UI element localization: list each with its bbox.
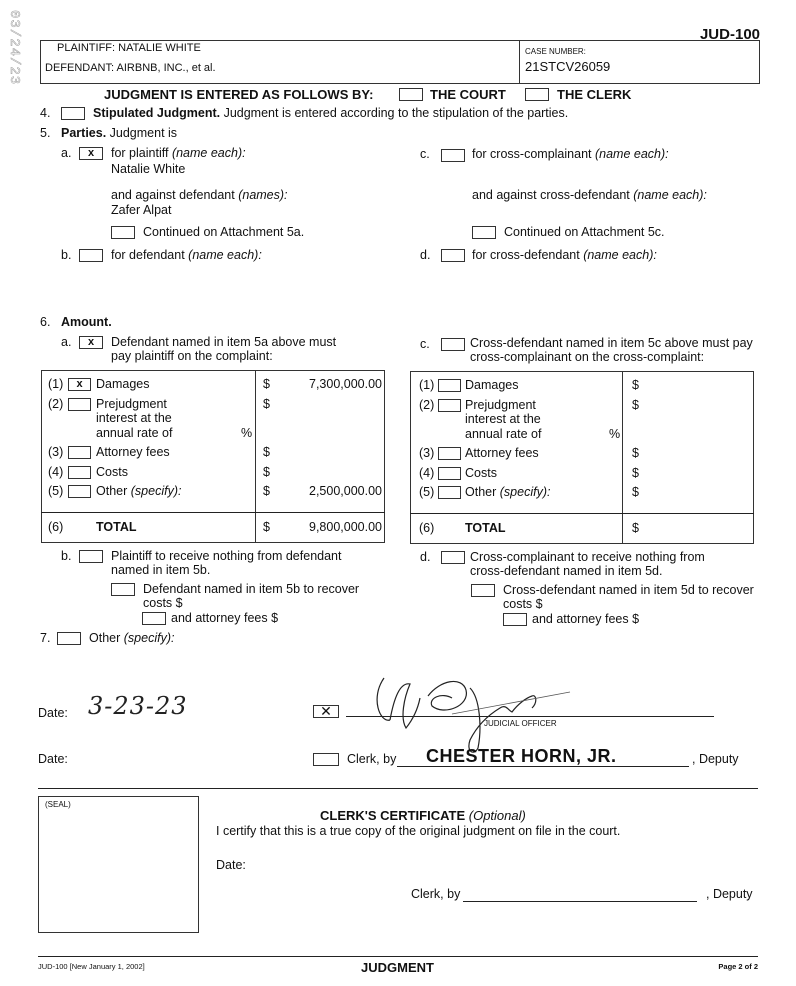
currency-sign: $ <box>632 521 639 535</box>
item5-text: Judgment is <box>109 126 178 140</box>
other-amount[interactable]: 2,500,000.00 <box>309 484 382 498</box>
plaintiff-name-value: Natalie White <box>111 162 186 176</box>
certificate-title-italic: (Optional) <box>468 808 526 823</box>
section-divider <box>38 788 758 789</box>
cross-prejudgment-label-3: annual rate of <box>465 427 542 441</box>
plaintiff-nothing-checkbox[interactable] <box>79 550 103 563</box>
damages-amount[interactable]: 7,300,000.00 <box>309 377 382 391</box>
amount-table-cross <box>410 371 754 544</box>
other-label <box>96 484 181 498</box>
certificate-statement: I certify that this is a true copy of the original judgment on file in the court. <box>216 824 621 838</box>
defendant-name: AIRBNB, INC., et al. <box>116 62 216 74</box>
item7-label-italic: (specify): <box>123 631 175 645</box>
plaintiff-name: NATALIE WHITE <box>118 42 201 54</box>
item6a-letter: a. <box>61 335 72 349</box>
certificate-signature-line[interactable] <box>463 901 697 902</box>
amount-table-plaintiff <box>41 370 385 543</box>
cross-defendant-must-pay-checkbox[interactable] <box>441 338 465 351</box>
item6d-letter: d. <box>420 550 431 564</box>
form-id: JUD-100 <box>699 26 760 43</box>
cross-defendant-recover-costs-checkbox[interactable] <box>471 584 495 597</box>
item4-description: Judgment is entered according to the stipulation of the parties. <box>223 106 569 120</box>
certificate-deputy: , Deputy <box>706 887 753 901</box>
item6c-line1: Cross-defendant named in item 5c above must pay <box>470 336 753 350</box>
currency-sign: $ <box>263 520 270 534</box>
prejudgment-interest-checkbox[interactable] <box>68 398 91 411</box>
currency-sign: $ <box>263 484 270 498</box>
cross-damages-label: Damages <box>465 378 519 392</box>
certificate-title <box>320 808 526 823</box>
currency-sign: $ <box>632 378 639 392</box>
cross-costs-label: Costs <box>465 466 497 480</box>
item6a-line1: Defendant named in item 5a above must <box>111 335 337 349</box>
currency-sign: $ <box>263 465 270 479</box>
clerk-by-label: Clerk, by <box>347 752 397 766</box>
against-defendant-label <box>111 188 288 202</box>
amount-table-cross-divider <box>622 371 623 544</box>
defendant-label: DEFENDANT: <box>45 62 115 74</box>
item6a-line2: pay plaintiff on the complaint: <box>111 349 273 363</box>
item5d-letter: d. <box>420 248 431 262</box>
item5c-letter: c. <box>420 147 430 161</box>
defendant-row <box>45 62 216 74</box>
item6b-recover2: costs $ <box>143 596 183 610</box>
row-number: (1) <box>48 377 64 391</box>
row-number: (5) <box>48 484 64 498</box>
cross-prejudgment-label-2: interest at the <box>465 412 541 426</box>
plaintiff-label: PLAINTIFF: <box>57 42 116 54</box>
against-cross-defendant-italic: (name each): <box>633 188 707 202</box>
other-label-text: Other <box>96 484 128 498</box>
currency-sign: $ <box>263 445 270 459</box>
against-defendant-italic: (names): <box>238 188 288 202</box>
total-amount[interactable]: 9,800,000.00 <box>309 520 382 534</box>
continued-5a-checkbox[interactable] <box>111 226 135 239</box>
row-number: (1) <box>419 378 435 392</box>
amount-table-cross-total-rule <box>410 513 754 514</box>
other-label-italic: (specify): <box>130 484 182 498</box>
amount-table-plaintiff-total-rule <box>41 512 385 513</box>
item6b-letter: b. <box>61 549 72 563</box>
item6-number: 6. <box>40 315 51 329</box>
currency-sign: $ <box>632 398 639 412</box>
item5a-letter: a. <box>61 146 72 160</box>
for-plaintiff-checkbox[interactable]: x <box>79 147 103 160</box>
judicial-officer-checkbox[interactable]: ✕ <box>313 705 339 718</box>
defendant-recover-costs-checkbox[interactable] <box>111 583 135 596</box>
currency-sign: $ <box>263 397 270 411</box>
against-cross-defendant-text: and against cross-defendant <box>472 188 630 202</box>
for-cross-complainant-checkbox[interactable] <box>441 149 465 162</box>
the-court-checkbox[interactable] <box>399 88 423 101</box>
currency-sign: $ <box>632 485 639 499</box>
defendant-must-pay-checkbox[interactable]: x <box>79 336 103 349</box>
the-clerk-label: THE CLERK <box>557 87 632 102</box>
for-defendant-checkbox[interactable] <box>79 249 103 262</box>
row-number: (2) <box>48 397 64 411</box>
amount-table-plaintiff-divider <box>255 370 256 543</box>
other-checkbox[interactable] <box>68 485 91 498</box>
item4-title: Stipulated Judgment. <box>93 106 221 120</box>
date-label-2: Date: <box>38 752 68 766</box>
the-court-label: THE COURT <box>430 87 506 102</box>
item6b-line1: Plaintiff to receive nothing from defendant <box>111 549 342 563</box>
for-plaintiff-italic: (name each): <box>171 146 246 160</box>
for-cross-defendant-italic: (name each): <box>583 248 657 262</box>
damages-checkbox[interactable]: x <box>68 378 91 391</box>
item6c-line2: cross-complainant on the cross-complaint: <box>470 350 705 364</box>
cross-defendant-attorney-fees-checkbox[interactable] <box>503 613 527 626</box>
item6d-line2: cross-defendant named in item 5d. <box>470 564 663 578</box>
the-clerk-checkbox[interactable] <box>525 88 549 101</box>
seal-box <box>38 796 199 933</box>
plaintiff-row <box>57 42 201 54</box>
for-plaintiff-label: for plaintiff <box>111 146 169 160</box>
item7-label <box>89 631 174 645</box>
for-defendant-italic: (name each): <box>188 248 262 262</box>
item6d-line1: Cross-complainant to receive nothing from <box>470 550 705 564</box>
clerk-checkbox[interactable] <box>313 753 339 766</box>
cross-prejudgment-checkbox[interactable] <box>438 399 461 412</box>
against-defendant-text: and against defendant <box>111 188 235 202</box>
cross-attorney-fees-label: Attorney fees <box>465 446 539 460</box>
currency-sign: $ <box>263 377 270 391</box>
cross-costs-checkbox[interactable] <box>438 467 461 480</box>
item5d-label <box>472 248 657 262</box>
item6b-line2: named in item 5b. <box>111 563 211 577</box>
prejudgment-label: Prejudgment <box>96 397 167 411</box>
continued-5a-label: Continued on Attachment 5a. <box>143 225 305 239</box>
damages-label: Damages <box>96 377 150 391</box>
for-defendant-label: for defendant <box>111 248 185 262</box>
row-number: (5) <box>419 485 435 499</box>
cross-prejudgment-label: Prejudgment <box>465 398 536 412</box>
item5b-letter: b. <box>61 248 72 262</box>
costs-checkbox[interactable] <box>68 466 91 479</box>
item6d-recover2: costs $ <box>503 597 543 611</box>
row-number: (2) <box>419 398 435 412</box>
item4-number: 4. <box>40 106 51 120</box>
for-cross-defendant-checkbox[interactable] <box>441 249 465 262</box>
cross-attorney-fees-checkbox[interactable] <box>438 447 461 460</box>
filing-date-stamp: 03/24/23 <box>6 10 22 86</box>
row-number: (6) <box>48 520 64 534</box>
case-number: 21STCV26059 <box>525 59 611 74</box>
footer-title: JUDGMENT <box>361 960 434 975</box>
signature-icon <box>370 668 610 758</box>
item5-number: 5. <box>40 126 51 140</box>
cross-complainant-nothing-checkbox[interactable] <box>441 551 465 564</box>
cross-other-label <box>465 485 550 499</box>
item7-label-text: Other <box>89 631 121 645</box>
handwritten-date[interactable]: 3-23-23 <box>88 692 188 720</box>
cross-other-checkbox[interactable] <box>438 486 461 499</box>
attorney-fees-label: Attorney fees <box>96 445 170 459</box>
item6d-recover1: Cross-defendant named in item 5d to recover <box>503 583 754 597</box>
prejudgment-label-2: interest at the <box>96 411 172 425</box>
for-cross-defendant-label: for cross-defendant <box>472 248 580 262</box>
cross-damages-checkbox[interactable] <box>438 379 461 392</box>
attorney-fees-checkbox[interactable] <box>68 446 91 459</box>
stipulated-judgment-checkbox[interactable] <box>61 107 85 120</box>
caption-divider <box>519 40 520 84</box>
item4-text <box>93 106 568 120</box>
row-number: (4) <box>419 466 435 480</box>
item7-number: 7. <box>40 631 51 645</box>
defendant-attorney-fees-checkbox[interactable] <box>142 612 166 625</box>
item5-heading <box>61 126 177 140</box>
total-label: TOTAL <box>96 520 137 534</box>
case-number-label: CASE NUMBER: <box>525 47 586 56</box>
continued-5c-label: Continued on Attachment 5c. <box>504 225 665 239</box>
deputy-label: , Deputy <box>692 752 739 766</box>
percent-sign: % <box>609 427 621 441</box>
against-defendant-name: Zafer Alpat <box>111 203 172 217</box>
item6-title: Amount. <box>61 315 112 329</box>
item5c-label <box>472 147 669 161</box>
percent-sign: % <box>241 426 253 440</box>
continued-5c-checkbox[interactable] <box>472 226 496 239</box>
item5a-label <box>111 146 246 160</box>
page-number: Page 2 of 2 <box>718 962 758 971</box>
cross-other-label-text: Other <box>465 485 497 499</box>
other-specify-checkbox[interactable] <box>57 632 81 645</box>
certificate-title-text: CLERK'S CERTIFICATE <box>320 808 466 823</box>
costs-label: Costs <box>96 465 128 479</box>
footer-rule <box>38 956 758 957</box>
against-cross-defendant-label <box>472 188 707 202</box>
clerk-name-stamp: CHESTER HORN, JR. <box>426 746 617 766</box>
entered-by-heading: JUDGMENT IS ENTERED AS FOLLOWS BY: <box>104 87 374 102</box>
form-revision: JUD-100 [New January 1, 2002] <box>38 962 145 971</box>
date-label: Date: <box>38 706 68 720</box>
row-number: (3) <box>419 446 435 460</box>
certificate-clerk-by: Clerk, by <box>411 887 461 901</box>
row-number: (4) <box>48 465 64 479</box>
row-number: (3) <box>48 445 64 459</box>
item5b-label <box>111 248 262 262</box>
currency-sign: $ <box>632 466 639 480</box>
row-number: (6) <box>419 521 435 535</box>
item6d-fees: and attorney fees $ <box>532 612 640 626</box>
for-cross-complainant-label: for cross-complainant <box>472 147 592 161</box>
cross-total-label: TOTAL <box>465 521 506 535</box>
seal-label: (SEAL) <box>45 800 71 809</box>
currency-sign: $ <box>632 446 639 460</box>
item6b-recover1: Defendant named in item 5b to recover <box>143 582 360 596</box>
judicial-officer-label: JUDICIAL OFFICER <box>484 719 557 728</box>
cross-other-label-italic: (specify): <box>499 485 551 499</box>
prejudgment-label-3: annual rate of <box>96 426 173 440</box>
item6b-fees: and attorney fees $ <box>171 611 279 625</box>
item5-title: Parties. <box>61 126 107 140</box>
for-cross-complainant-italic: (name each): <box>594 147 669 161</box>
certificate-date-label: Date: <box>216 858 246 872</box>
item6c-letter: c. <box>420 337 430 351</box>
